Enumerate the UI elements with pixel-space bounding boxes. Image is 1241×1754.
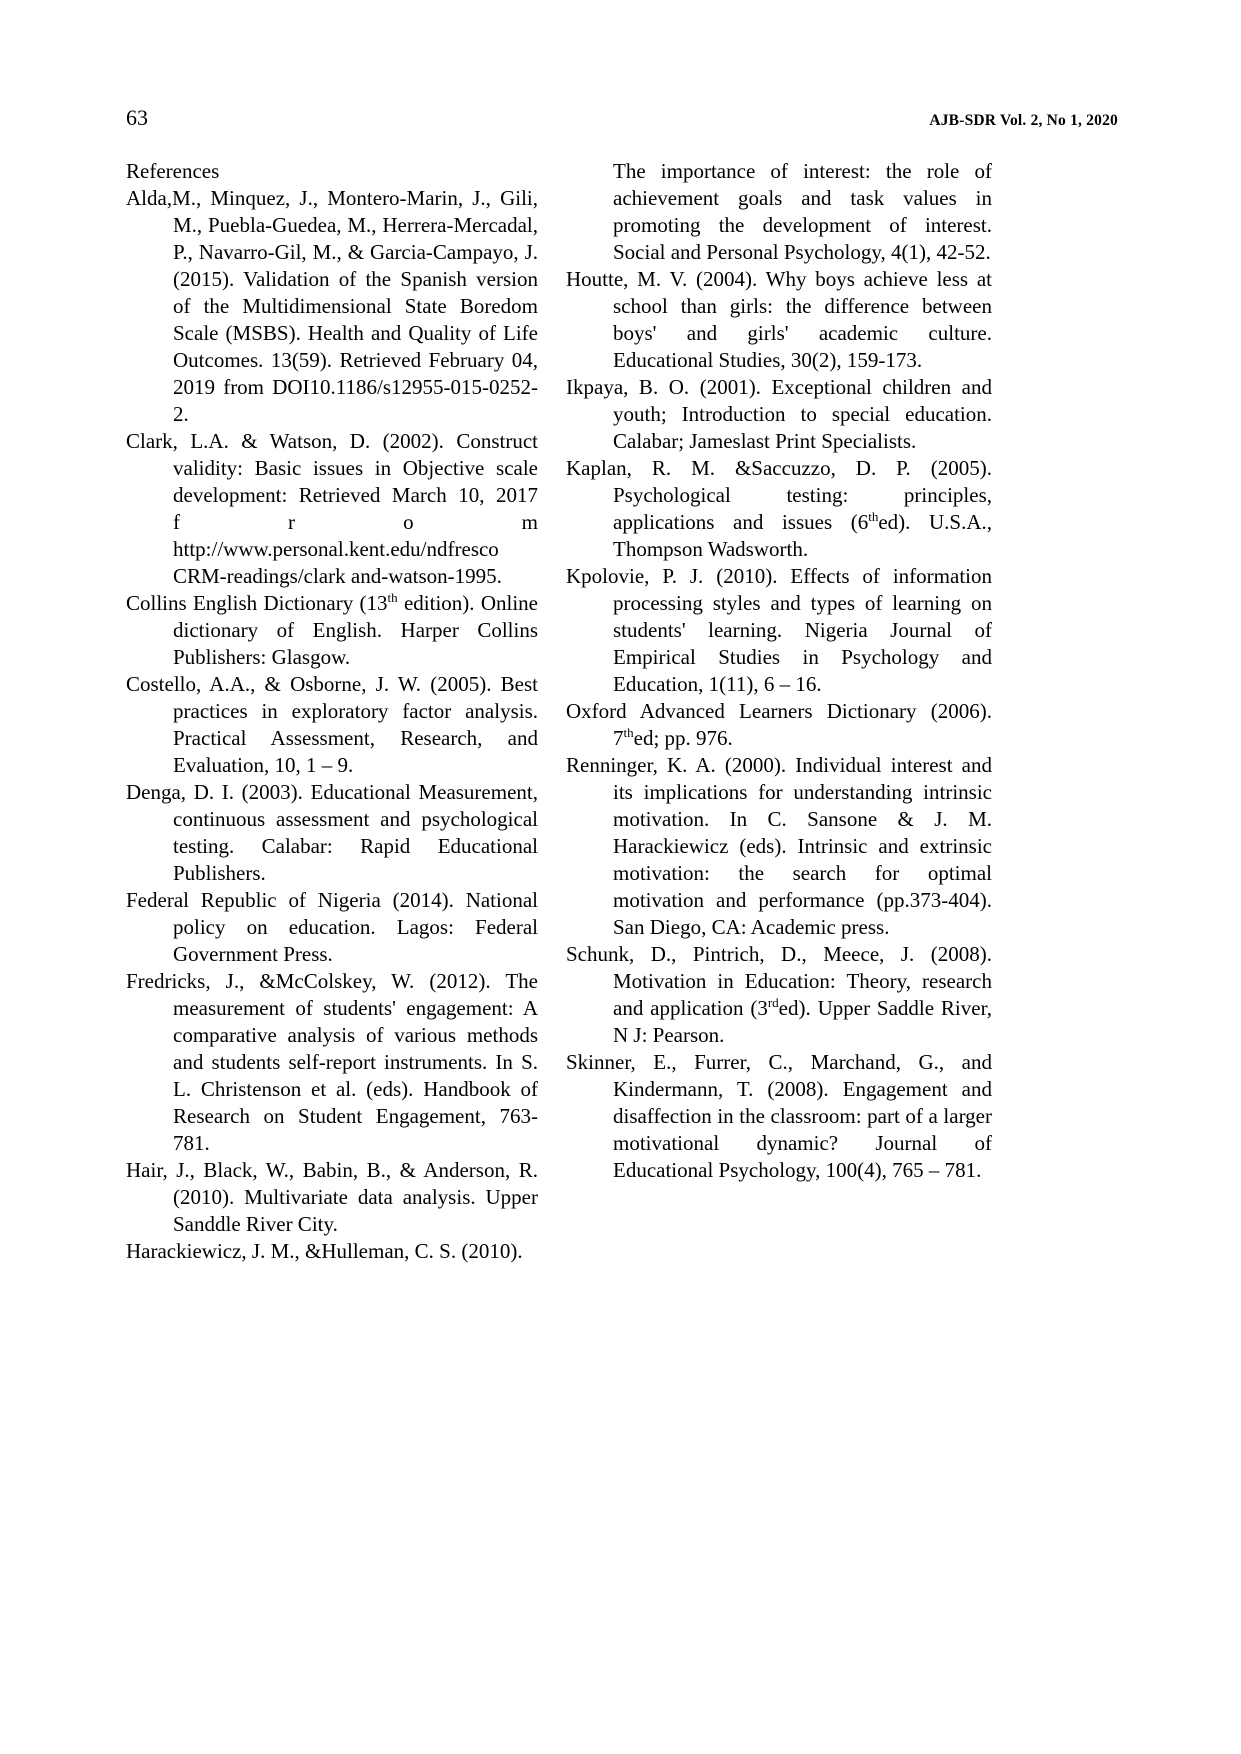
reference-text: Schunk, D., Pintrich, D., Meece, J. (2008). Motivation in Education: Theory, research and application (3rded). Upper Saddle River, N J: Pearson. — [566, 942, 992, 1047]
reference-text: Collins English Dictionary (13th edition). Online dictionary of English. Harper Collins Publishers: Glasgow. — [126, 590, 538, 669]
reference-entry — [126, 1157, 538, 1238]
references-column-right — [566, 158, 992, 1265]
references-column-left — [126, 158, 538, 1265]
reference-entry — [126, 185, 538, 428]
reference-text: Costello, A.A., & Osborne, J. W. (2005). Best practices in exploratory factor analysis. Practical Assessment, Research, and Evaluation, 10, 1 – 9. — [126, 672, 538, 777]
reference-text: http://www.personal.kent.edu/ndfresco CRM-readings/clark and-watson-1995. — [173, 537, 502, 588]
reference-entry — [566, 1049, 992, 1184]
reference-entry — [566, 563, 992, 698]
reference-entry — [126, 1238, 538, 1265]
reference-entry — [566, 374, 992, 455]
reference-text: Hair, J., Black, W., Babin, B., & Anderson, R. (2010). Multivariate data analysis. Upper Sanddle River City. — [126, 1158, 538, 1236]
reference-text: Alda,M., Minquez, J., Montero-Marin, J., Gili, M., Puebla-Guedea, M., Herrera-Mercadal, P., Navarro-Gil, M., & Garcia-Campayo, J. (2015). Validation of the Spanish version of the Multidimensional State Boredom Scale (MSBS). Health and Quality of Life Outcomes. 13(59). Retrieved February 04, 2019 from DOI10.1186/s12955-015-0252-2. — [126, 186, 538, 426]
reference-text: Renninger, K. A. (2000). Individual interest and its implications for understanding intrinsic motivation. In C. Sansone & J. M. Harackiewicz (eds). Intrinsic and extrinsic motivation: the search for optimal motivation and performance (pp.373-404). San Diego, CA: Academic press. — [566, 753, 992, 939]
reference-entry — [126, 887, 538, 968]
reference-text: Clark, L.A. & Watson, D. (2002). Construct validity: Basic issues in Objective scale development: Retrieved March 10, 2017 — [126, 429, 538, 507]
reference-text: Kpolovie, P. J. (2010). Effects of information processing styles and types of learning on students' learning. Nigeria Journal of Empirical Studies in Psychology and Education, 1(11), 6 – 16. — [566, 564, 992, 696]
reference-entry — [126, 590, 538, 671]
reference-text: Houtte, M. V. (2004). Why boys achieve less at school than girls: the difference between boys' and girls' academic culture. Educational Studies, 30(2), 159-173. — [566, 267, 992, 372]
superscript: rd — [767, 995, 779, 1010]
reference-entry — [126, 779, 538, 887]
journal-header: AJB-SDR Vol. 2, No 1, 2020 — [929, 112, 1118, 129]
reference-entry — [126, 968, 538, 1157]
reference-entry — [566, 455, 992, 563]
references-section — [126, 158, 1241, 1265]
page-number: 63 — [126, 105, 148, 130]
reference-text: Denga, D. I. (2003). Educational Measurement, continuous assessment and psychological testing. Calabar: Rapid Educational Publishers. — [126, 780, 538, 885]
references-heading: References — [126, 159, 220, 183]
reference-text: Ikpaya, B. O. (2001). Exceptional children and youth; Introduction to special education. Calabar; Jameslast Print Specialists. — [566, 375, 992, 453]
reference-text: Harackiewicz, J. M., &Hulleman, C. S. (2010). — [126, 1239, 523, 1263]
superscript: th — [868, 509, 879, 524]
reference-text: Kaplan, R. M. &Saccuzzo, D. P. (2005). Psychological testing: principles, applications and issues (6thed). U.S.A., Thompson Wadsworth. — [566, 456, 992, 561]
reference-text: Fredricks, J., &McColskey, W. (2012). The measurement of students' engagement: A comparative analysis of various methods and students self-report instruments. In S. L. Christenson et al. (eds). Handbook of Research on Student Engagement, 763-781. — [126, 969, 538, 1155]
reference-text: Oxford Advanced Learners Dictionary (2006). 7thed; pp. 976. — [566, 699, 992, 750]
superscript: th — [387, 590, 398, 605]
superscript: th — [623, 725, 634, 740]
reference-entry — [566, 941, 992, 1049]
page-header — [126, 0, 1118, 132]
reference-entry — [566, 158, 992, 266]
reference-text: Skinner, E., Furrer, C., Marchand, G., and Kindermann, T. (2008). Engagement and disaffection in the classroom: part of a larger motivational dynamic? Journal of Educational Psychology, 100(4), 765 – 781. — [566, 1050, 992, 1182]
reference-entry — [566, 266, 992, 374]
reference-entry — [126, 428, 538, 590]
reference-entry — [566, 752, 992, 941]
justified-word-line: f r o m — [173, 510, 538, 534]
reference-entry — [566, 698, 992, 752]
reference-text: Federal Republic of Nigeria (2014). National policy on education. Lagos: Federal Government Press. — [126, 888, 538, 966]
reference-entry — [126, 671, 538, 779]
reference-text: The importance of interest: the role of achievement goals and task values in promoting the development of interest. Social and Personal Psychology, 4(1), 42-52. — [613, 159, 992, 264]
